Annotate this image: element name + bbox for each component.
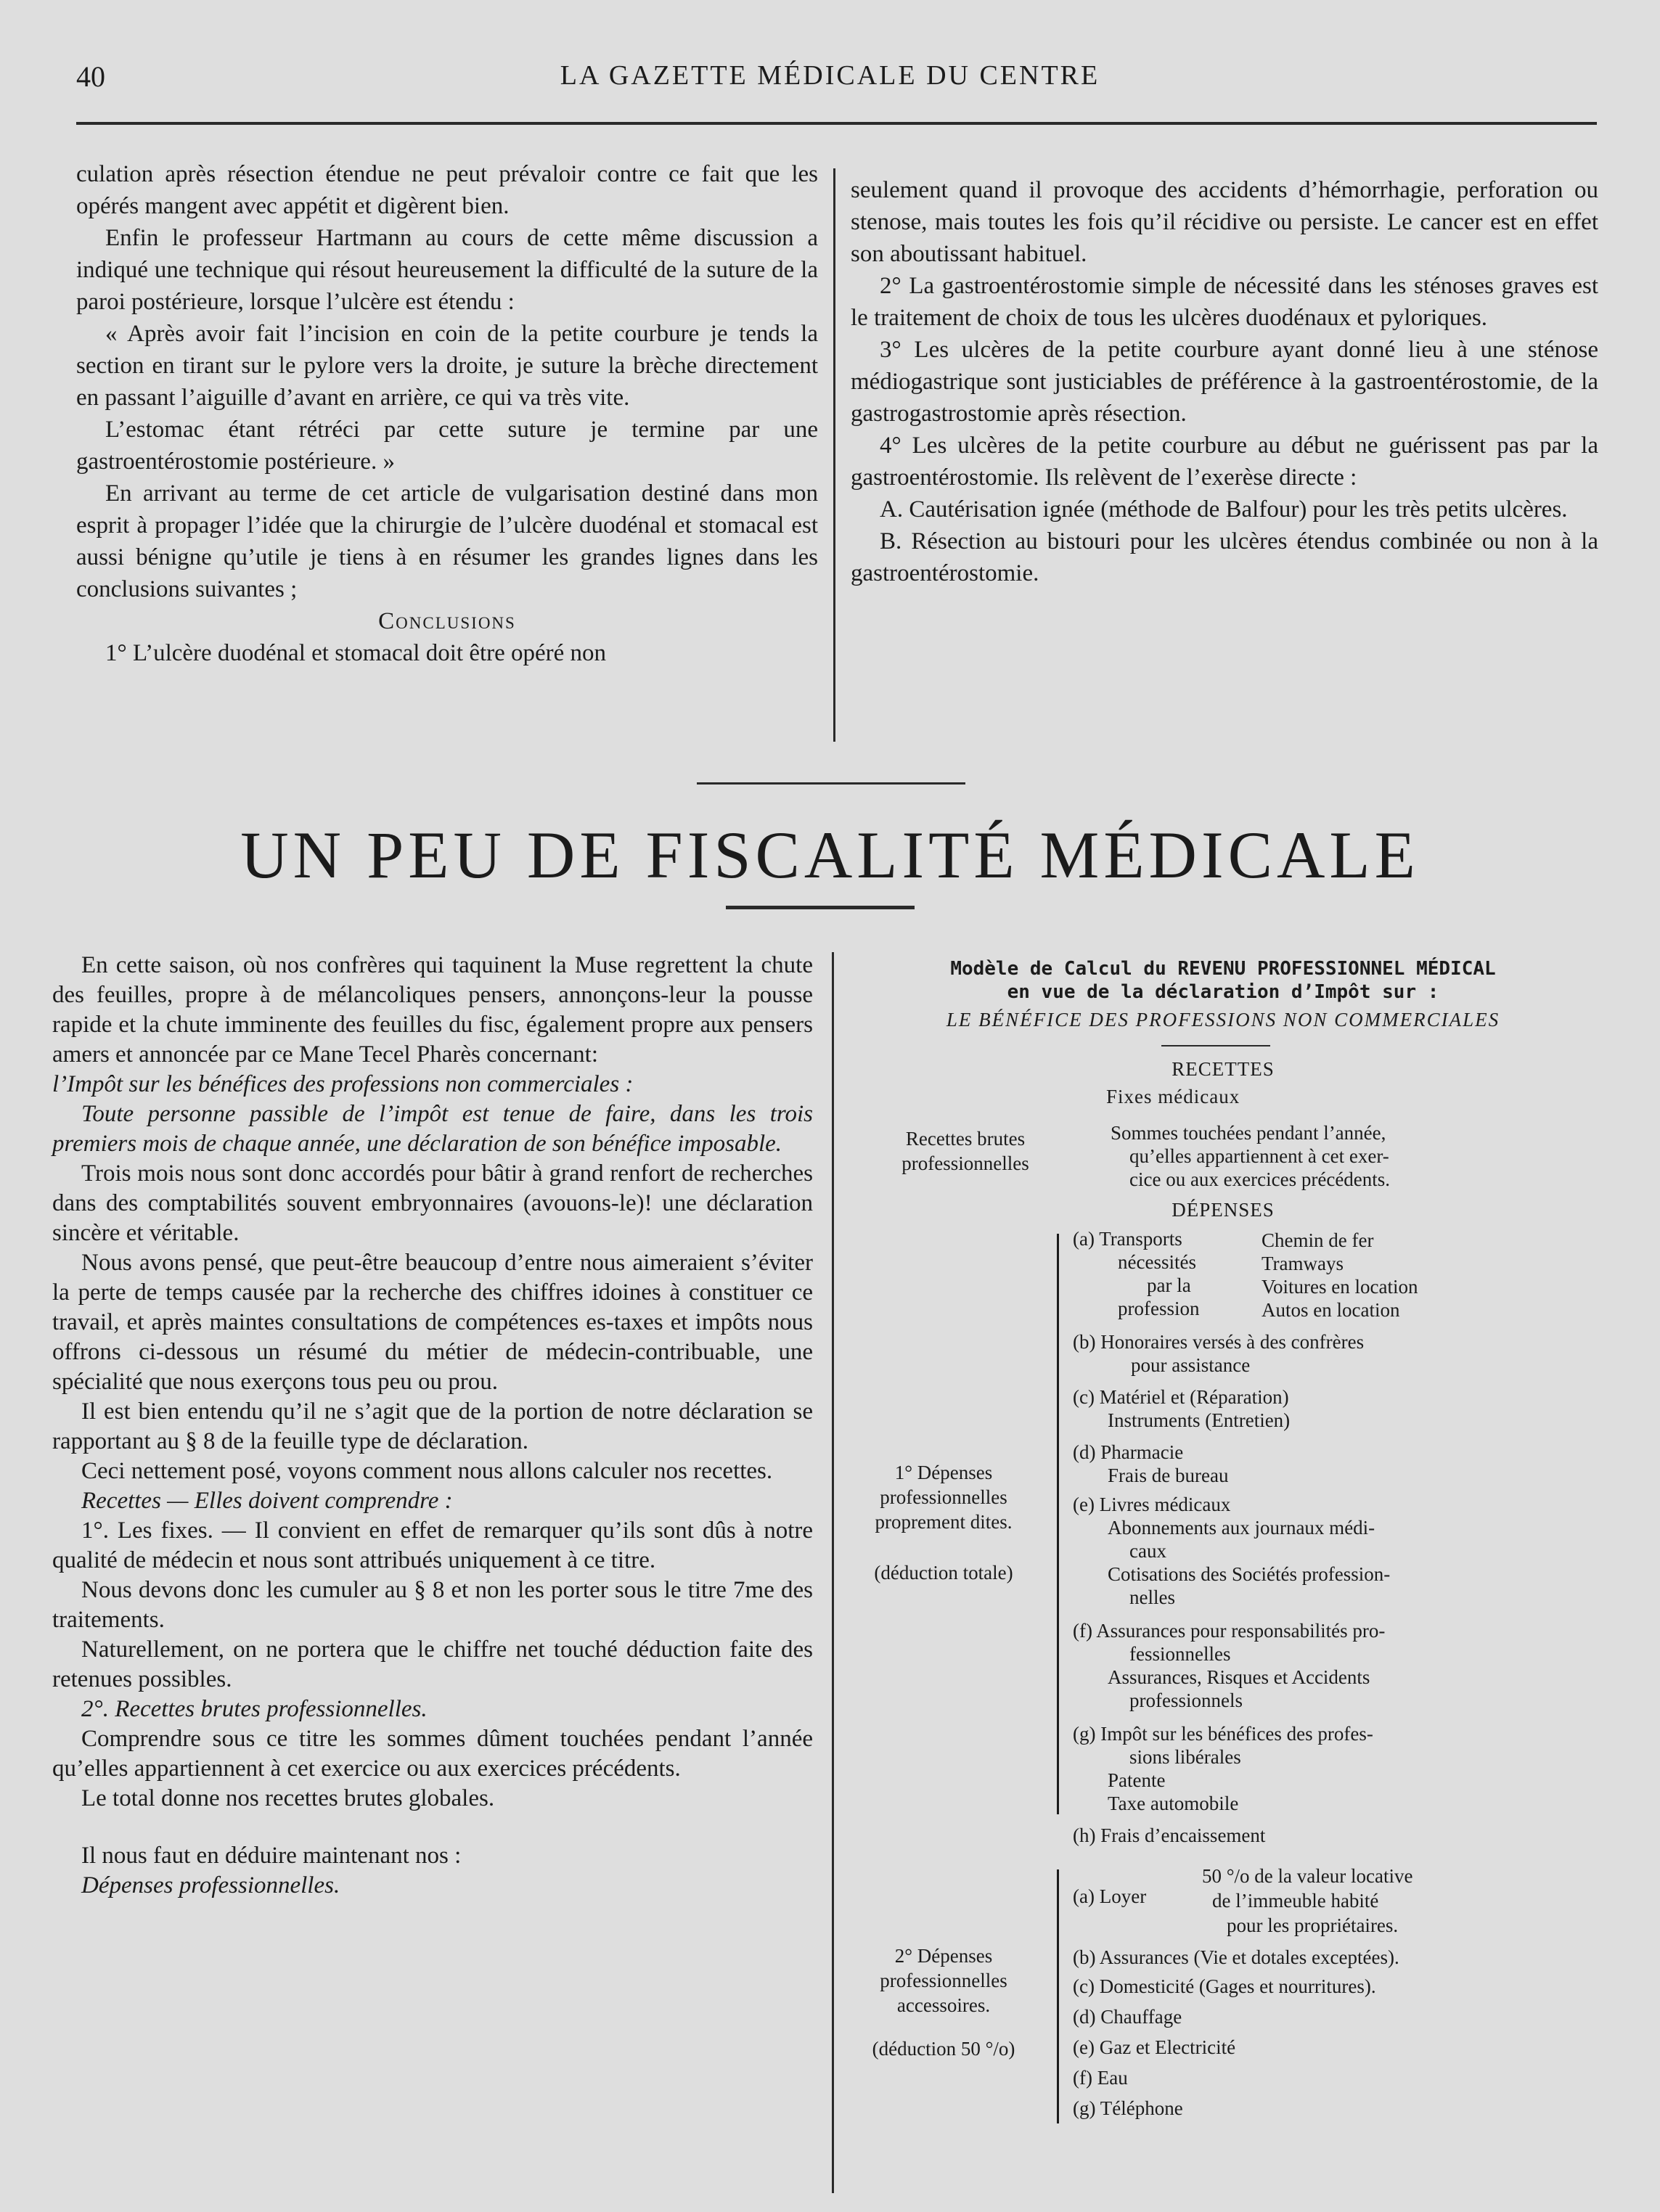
- paragraph: Nous avons pensé, que peut-être beaucoup d’entre nous aimeraient s’éviter la perte de temps causée par la recherche des chiffres idoines à constituer ce travail, et après maintes consultations de compétences es-taxes et impôts nous offrons ci-dessous un résumé du métier de médecin-contribuable, une spécialité que nous exerçons tous peu ou prou.: [52, 1250, 813, 1395]
- group-brace: [1057, 1234, 1059, 1814]
- model-title: Modèle de Calcul du REVENU PROFESSIONNEL MÉDICAL: [950, 958, 1496, 980]
- model-line: qu’elles appartiennent à cet exer-: [1129, 1145, 1389, 1167]
- model-line: 50 °/o de la valeur locative: [1202, 1865, 1413, 1887]
- group-label: (déduction totale): [874, 1562, 1013, 1584]
- model-line: Tramways: [1262, 1253, 1344, 1274]
- model-line: Autos en location: [1262, 1299, 1400, 1321]
- paragraph: 2° La gastroentérostomie simple de nécessité dans les sténoses graves est le traitement de choix de tous les ulcères duodénaux et pyloriques.: [851, 273, 1598, 331]
- group-label: professionnelles: [880, 1970, 1007, 1991]
- paragraph: 4° Les ulcères de la petite courbure au début ne guérissent pas par la gastroentérostomie. Ils relèvent de l’exerèse directe :: [851, 433, 1598, 491]
- model-subtitle-italic: LE BÉNÉFICE DES PROFESSIONS NON COMMERCIALES: [946, 1009, 1500, 1031]
- model-line: (c) Matériel et (Réparation): [1073, 1386, 1289, 1408]
- model-subtitle: en vue de la déclaration d’Impôt sur :: [1007, 981, 1439, 1003]
- paragraph: « Après avoir fait l’incision en coin de la petite courbure je tends la section en tirant sur le pylore vers la droite, je suture la brèche directement en passant l’aiguille d’avant en arrière, ce qui va très vite.: [76, 321, 818, 411]
- group-brace: [1057, 1869, 1059, 2123]
- model-line: professionnels: [1129, 1689, 1243, 1711]
- model-line: Fixes médicaux: [1106, 1086, 1240, 1107]
- paragraph: L’estomac étant rétréci par cette suture je termine par une gastroentérostomie postérieure. »: [76, 417, 818, 475]
- model-line: Instruments (Entretien): [1108, 1409, 1291, 1431]
- paragraph: En cette saison, où nos confrères qui taquinent la Muse regrettent la chute des feuilles, propre à de mélancoliques pensers, annonçons-leur la pousse rapide et la chute imminente des feuilles du fisc, également propre aux pensers amers et annoncée par ce Mane Tecel Pharès concernant:: [52, 952, 813, 1068]
- paragraph: Toute personne passible de l’impôt est tenue de faire, dans les trois premiers mois de chaque année, une déclaration de son bénéfice imposable.: [52, 1101, 813, 1157]
- journal-title: LA GAZETTE MÉDICALE DU CENTRE: [560, 60, 1100, 91]
- model-line: pour assistance: [1131, 1354, 1251, 1376]
- model-line: Cotisations des Sociétés profession-: [1108, 1563, 1391, 1585]
- paragraph: Trois mois nous sont donc accordés pour bâtir à grand renfort de recherches dans des comptabilités souvent embryonnaires (avouons-le)! une déclaration sincère et véritable.: [52, 1160, 813, 1246]
- model-line: cice ou aux exercices précédents.: [1129, 1168, 1391, 1190]
- model-line: caux: [1129, 1540, 1166, 1562]
- group-label: professionnelles: [880, 1486, 1007, 1508]
- paragraph: Comprendre sous ce titre les sommes dûment touchées pendant l’année qu’elles appartiennent à cet exercice ou aux exercices précédents.: [52, 1726, 813, 1782]
- model-line: nécessités: [1118, 1251, 1196, 1273]
- model-line: (c) Domesticité (Gages et nourritures).: [1073, 1975, 1376, 1997]
- paragraph: Il nous faut en déduire maintenant nos :: [81, 1843, 462, 1869]
- model-line: profession: [1118, 1298, 1200, 1319]
- model-line: Voitures en location: [1262, 1276, 1418, 1298]
- model-rule: [1161, 1045, 1270, 1046]
- depenses-heading: DÉPENSES: [1172, 1199, 1275, 1221]
- conclusions-heading: Conclusions: [378, 608, 516, 634]
- paragraph: Nous devons donc les cumuler au § 8 et non les porter sous le titre 7me des traitements.: [52, 1577, 813, 1633]
- paragraph: 3° Les ulcères de la petite courbure ayant donné lieu à une sténose médiogastrique sont justiciables de préférence à la gastroentérostomie, de la gastrogastrostomie après résection.: [851, 337, 1598, 427]
- model-line: (e) Livres médicaux: [1073, 1494, 1231, 1515]
- article-title: UN PEU DE FISCALITÉ MÉDICALE: [240, 818, 1420, 892]
- group-label: accessoires.: [896, 1994, 991, 2016]
- paragraph: 1° L’ulcère duodénal et stomacal doit être opéré non: [105, 640, 607, 666]
- paragraph: l’Impôt sur les bénéfices des professions non commerciales :: [52, 1071, 634, 1097]
- group-label: (déduction 50 °/o): [872, 2038, 1015, 2060]
- model-line: (h) Frais d’encaissement: [1073, 1824, 1266, 1846]
- model-line: Chemin de fer: [1262, 1229, 1374, 1251]
- model-line: sions libérales: [1129, 1746, 1241, 1768]
- model-line: (b) Assurances (Vie et dotales exceptées).: [1073, 1946, 1399, 1968]
- paragraph: Recettes — Elles doivent comprendre :: [81, 1488, 453, 1514]
- paragraph: Naturellement, on ne portera que le chiffre net touché déduction faite des retenues possibles.: [52, 1637, 813, 1692]
- paragraph: A. Cautérisation ignée (méthode de Balfour) pour les très petits ulcères.: [880, 496, 1568, 523]
- paragraph: 2°. Recettes brutes professionnelles.: [81, 1696, 428, 1722]
- model-line: Patente: [1108, 1769, 1166, 1791]
- model-line: Sommes touchées pendant l’année,: [1111, 1122, 1386, 1144]
- model-line: (e) Gaz et Electricité: [1073, 2036, 1236, 2058]
- group-label: 2° Dépenses: [894, 1945, 993, 1967]
- model-line: (a) Transports: [1073, 1228, 1182, 1250]
- model-label: Recettes brutes: [905, 1128, 1026, 1150]
- model-line: (f) Eau: [1073, 2067, 1128, 2089]
- paragraph: B. Résection au bistouri pour les ulcères étendus combinée ou non à la gastroentérostomie.: [851, 528, 1598, 586]
- group-label: 1° Dépenses: [894, 1462, 993, 1483]
- model-line: fessionnelles: [1129, 1643, 1231, 1665]
- group-label: proprement dites.: [875, 1511, 1013, 1533]
- paragraph: Enfin le professeur Hartmann au cours de cette même discussion a indiqué une technique qui résout heureusement la difficulté de la suture de la paroi postérieure, lorsque l’ulcère est étendu :: [76, 225, 818, 315]
- paragraph: Ceci nettement posé, voyons comment nous allons calculer nos recettes.: [81, 1458, 773, 1484]
- model-line: Assurances, Risques et Accidents: [1108, 1666, 1370, 1688]
- model-line: (b) Honoraires versés à des confrères: [1073, 1331, 1365, 1353]
- model-line: nelles: [1129, 1586, 1175, 1608]
- paragraph: culation après résection étendue ne peut prévaloir contre ce fait que les opérés mangent avec appétit et digèrent bien.: [76, 161, 818, 219]
- paragraph: 1°. Les fixes. — Il convient en effet de remarquer qu’ils sont dûs à notre qualité de médecin et nous sont attribués uniquement à ce titre.: [52, 1517, 813, 1573]
- model-line: (g) Téléphone: [1073, 2097, 1183, 2119]
- recettes-heading: RECETTES: [1172, 1058, 1275, 1080]
- paragraph: En arrivant au terme de cet article de vulgarisation destiné dans mon esprit à propager l’idée que la chirurgie de l’ulcère duodénal et stomacal est aussi bénigne qu’utile je tiens à en résumer les grandes lignes dans les conclusions suivantes ;: [76, 480, 818, 602]
- model-line: (d) Pharmacie: [1073, 1441, 1184, 1463]
- model-line: de l’immeuble habité: [1212, 1890, 1379, 1912]
- paragraph: Dépenses professionnelles.: [81, 1872, 340, 1898]
- model-line: pour les propriétaires.: [1227, 1914, 1399, 1936]
- paragraph: Le total donne nos recettes brutes globales.: [81, 1785, 495, 1811]
- model-line: (a) Loyer: [1073, 1885, 1147, 1907]
- model-line: (f) Assurances pour responsabilités pro-: [1073, 1620, 1386, 1642]
- page-number: 40: [76, 60, 105, 93]
- model-line: par la: [1147, 1274, 1191, 1296]
- model-line: (g) Impôt sur les bénéfices des profes-: [1073, 1723, 1373, 1745]
- model-line: (d) Chauffage: [1073, 2006, 1182, 2028]
- model-line: Abonnements aux journaux médi-: [1108, 1517, 1375, 1539]
- paragraph: seulement quand il provoque des accidents d’hémorrhagie, perforation ou stenose, mais toutes les fois qu’il récidive ou persiste. Le cancer est en effet son aboutissant habituel.: [851, 177, 1598, 267]
- model-line: Frais de bureau: [1108, 1465, 1229, 1486]
- model-line: Taxe automobile: [1108, 1793, 1239, 1814]
- paragraph: Il est bien entendu qu’il ne s’agit que de la portion de notre déclaration se rapportant au § 8 de la feuille type de déclaration.: [52, 1398, 813, 1454]
- model-label: professionnelles: [901, 1152, 1029, 1174]
